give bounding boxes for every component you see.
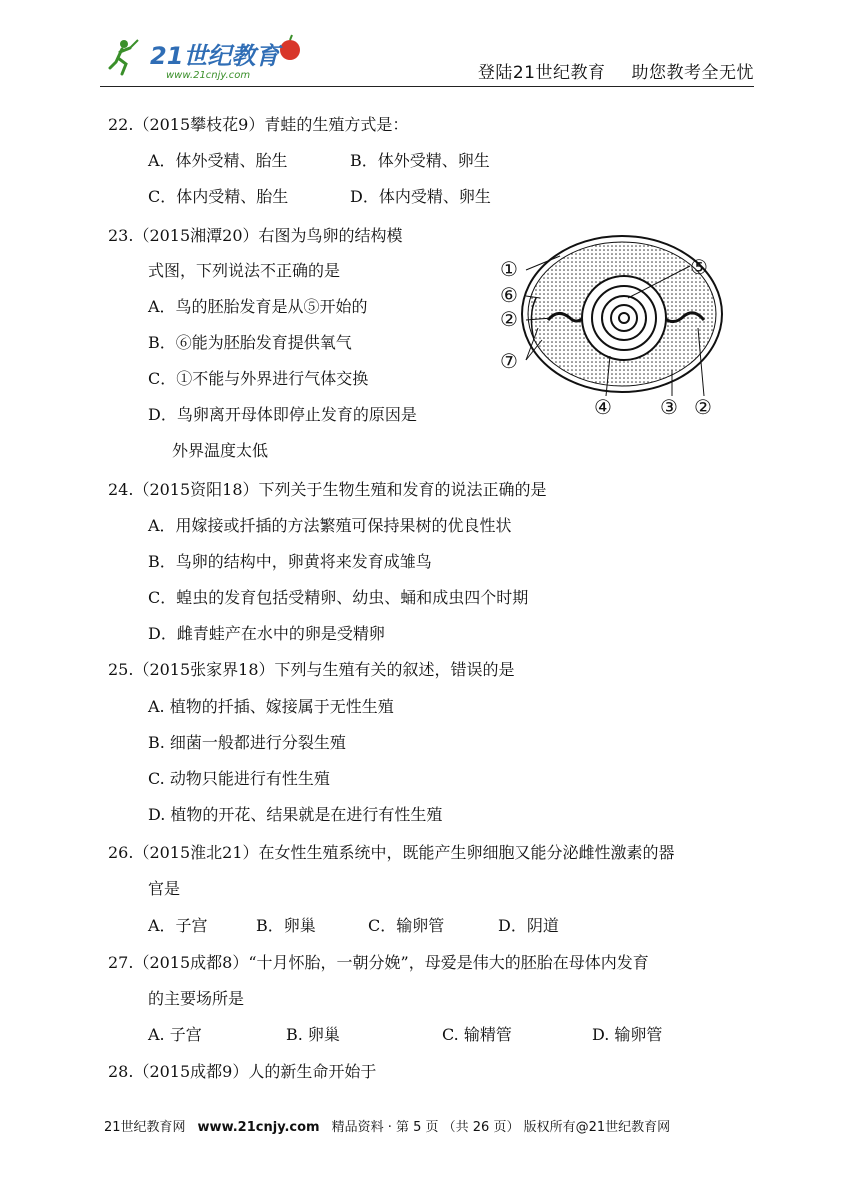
q22-option-b: B．体外受精、卵生 bbox=[350, 151, 490, 170]
q26-option-c: C．输卵管 bbox=[368, 916, 445, 935]
label-1: ① bbox=[500, 257, 518, 281]
egg-yolk bbox=[582, 276, 666, 360]
slogan-right: 助您教考全无忧 bbox=[631, 63, 754, 83]
page-header bbox=[100, 28, 754, 87]
label-5: ⑤ bbox=[690, 255, 708, 279]
q22-option-c: C．体内受精、胎生 bbox=[148, 187, 289, 206]
q24-stem: 24.（2015资阳18）下列关于生物生殖和发育的说法正确的是 bbox=[108, 480, 547, 499]
label-2-right: ② bbox=[694, 395, 712, 419]
label-2-left: ② bbox=[500, 307, 518, 331]
label-4: ④ bbox=[594, 395, 612, 419]
slogan-left: 登陆21世纪教育 bbox=[477, 63, 606, 83]
logo-url: www.21cnjy.com bbox=[166, 70, 251, 81]
label-7: ⑦ bbox=[500, 349, 518, 373]
logo-text: 21世纪教育 bbox=[150, 42, 280, 70]
q25-option-d: D. 植物的开花、结果就是在进行有性生殖 bbox=[148, 805, 443, 824]
q25-option-c: C. 动物只能进行有性生殖 bbox=[148, 769, 330, 788]
q28-stem: 28.（2015成都9）人的新生命开始于 bbox=[108, 1062, 377, 1081]
header-slogan bbox=[452, 58, 754, 83]
q24-option-a: A．用嫁接或扦插的方法繁殖可保持果树的优良性状 bbox=[148, 516, 512, 535]
q23-option-a: A．鸟的胚胎发育是从⑤开始的 bbox=[148, 297, 368, 316]
q26-stem: 26.（2015淮北21）在女性生殖系统中，既能产生卵细胞又能分泌雌性激素的器 bbox=[108, 843, 675, 862]
q23-option-b: B．⑥能为胚胎发育提供氧气 bbox=[148, 333, 352, 352]
q26-option-b: B．卵巢 bbox=[256, 916, 316, 935]
footer-info: 精品资料 · 第 5 页 （共 26 页） 版权所有@21世纪教育网 bbox=[331, 1120, 671, 1135]
q24-option-c: C．蝗虫的发育包括受精卵、幼虫、蛹和成虫四个时期 bbox=[148, 588, 529, 607]
logo bbox=[108, 34, 308, 82]
q26-option-d: D．阴道 bbox=[498, 916, 559, 935]
q27-option-b: B. 卵巢 bbox=[286, 1025, 340, 1044]
footer-site: 21世纪教育网 bbox=[104, 1120, 186, 1135]
q22-stem: 22.（2015攀枝花9）青蛙的生殖方式是： bbox=[108, 115, 409, 134]
q22-option-d: D．体内受精、卵生 bbox=[350, 187, 491, 206]
q25-option-b: B. 细菌一般都进行分裂生殖 bbox=[148, 733, 346, 752]
q27-option-a: A. 子宫 bbox=[148, 1025, 202, 1044]
bird-egg-diagram bbox=[498, 228, 730, 420]
q26-option-a: A．子宫 bbox=[148, 916, 208, 935]
page-footer bbox=[104, 1116, 670, 1135]
q27-stem-cont: 的主要场所是 bbox=[148, 989, 245, 1008]
q23-option-d: D．鸟卵离开母体即停止发育的原因是 bbox=[148, 405, 417, 424]
label-3: ③ bbox=[660, 395, 678, 419]
q25-option-a: A. 植物的扦插、嫁接属于无性生殖 bbox=[148, 697, 394, 716]
q23-option-c: C．①不能与外界进行气体交换 bbox=[148, 369, 369, 388]
q22-option-a: A．体外受精、胎生 bbox=[148, 151, 288, 170]
q24-option-b: B．鸟卵的结构中，卵黄将来发育成雏鸟 bbox=[148, 552, 432, 571]
q23-stem-cont: 式图，下列说法不正确的是 bbox=[148, 261, 341, 280]
q23-option-d-cont: 外界温度太低 bbox=[172, 441, 269, 460]
q27-option-d: D. 输卵管 bbox=[592, 1025, 663, 1044]
q27-stem: 27.（2015成都8）“十月怀胎，一朝分娩”，母爱是伟大的胚胎在母体内发育 bbox=[108, 953, 649, 972]
footer-url[interactable]: www.21cnjy.com bbox=[197, 1120, 320, 1135]
q25-stem: 25.（2015张家界18）下列与生殖有关的叙述，错误的是 bbox=[108, 660, 515, 679]
q24-option-d: D．雌青蛙产在水中的卵是受精卵 bbox=[148, 624, 385, 643]
label-6: ⑥ bbox=[500, 283, 518, 307]
q27-option-c: C. 输精管 bbox=[442, 1025, 512, 1044]
q23-stem: 23.（2015湘潭20）右图为鸟卵的结构模 bbox=[108, 226, 403, 245]
q26-stem-cont: 官是 bbox=[148, 879, 181, 898]
